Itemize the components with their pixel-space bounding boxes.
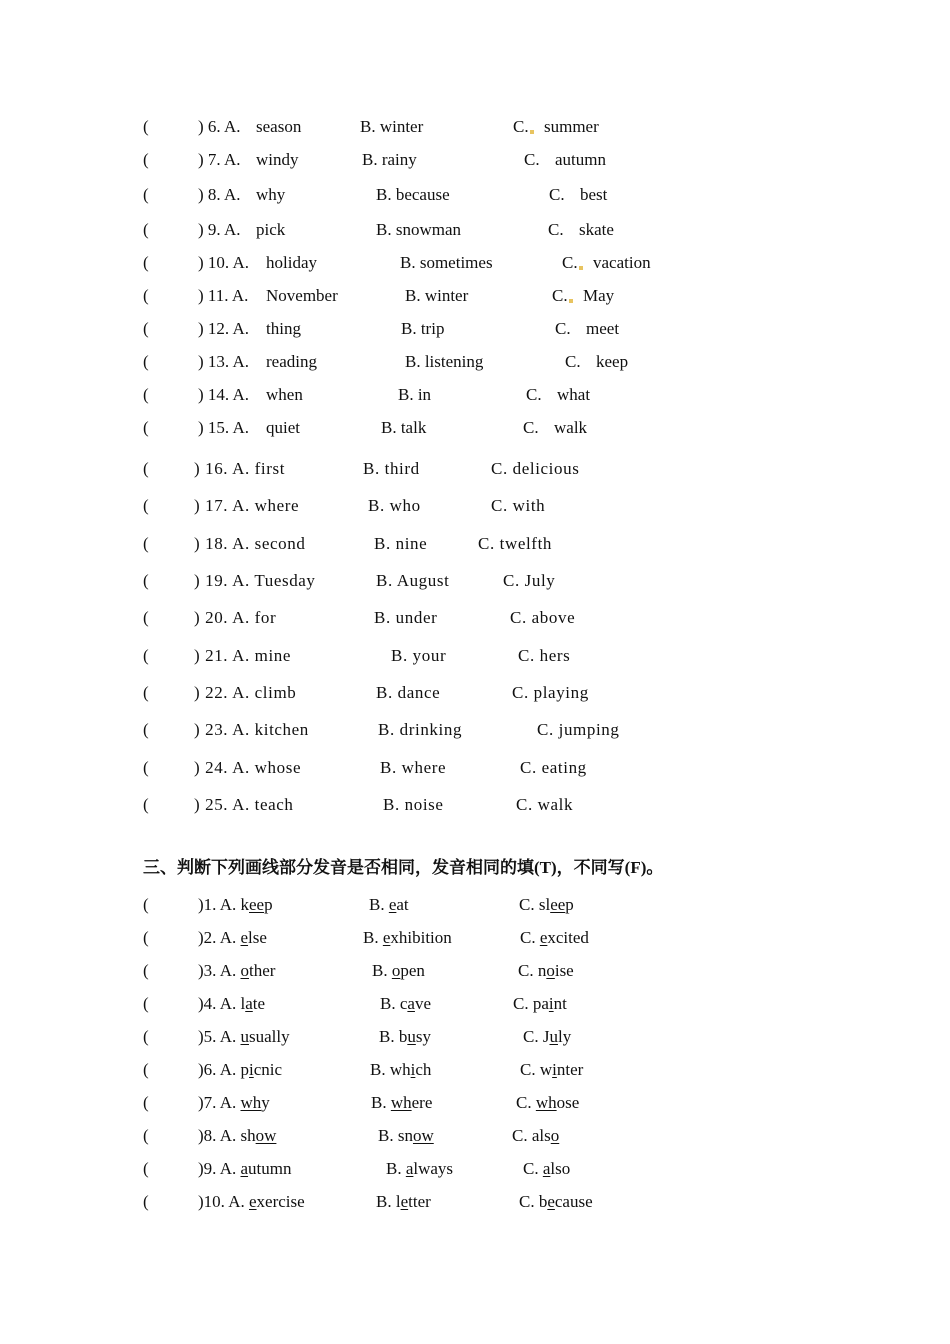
option-b: B. your	[391, 646, 447, 665]
option-a: why	[256, 185, 286, 204]
answer-blank[interactable]: (	[143, 220, 149, 239]
question-number: )2. A. else	[198, 928, 267, 947]
underlined-sound: a	[542, 1159, 551, 1178]
question-number-option-a: ) 20. A. for	[194, 608, 277, 627]
section-3-title-text: 三、判断下列画线部分发音是否相同，发音相同的填	[143, 858, 534, 878]
question-number: )7. A. why	[198, 1093, 270, 1112]
underlined-sound: i	[548, 994, 554, 1013]
answer-blank[interactable]: (	[143, 117, 149, 136]
option-b-group: B. letter	[376, 1192, 431, 1211]
option-c: what	[557, 385, 591, 404]
answer-blank[interactable]: (	[143, 185, 149, 204]
option-c: July	[542, 1027, 572, 1046]
option-c-label: C.	[555, 319, 571, 338]
option-b: B. August	[376, 571, 450, 590]
answer-blank[interactable]: (	[143, 418, 149, 437]
option-b: exhibition	[382, 928, 452, 947]
highlight-mark	[530, 130, 534, 134]
underlined-sound: a	[405, 1159, 414, 1178]
question-number-option-a: ) 25. A. teach	[194, 795, 294, 814]
option-c-group: C. winter	[520, 1060, 584, 1079]
option-c: autumn	[555, 150, 606, 169]
option-b: B. nine	[374, 534, 428, 553]
option-a: pick	[256, 220, 286, 239]
section-3-true-mark: (T)	[534, 858, 557, 877]
underlined-sound: wh	[535, 1093, 557, 1112]
section-3-title-end: 。	[646, 858, 664, 878]
option-c-group: C. noise	[518, 961, 574, 980]
option-c: excited	[539, 928, 589, 947]
option-c: also	[542, 1159, 571, 1178]
question-number: ) 10. A.	[198, 253, 249, 272]
option-c: C. with	[491, 496, 546, 515]
option-c: best	[580, 185, 608, 204]
option-c-group: C. paint	[513, 994, 567, 1013]
option-c: noise	[537, 961, 574, 980]
option-c: C. delicious	[491, 459, 580, 478]
option-a: November	[266, 286, 338, 305]
option-a: reading	[266, 352, 317, 371]
answer-blank[interactable]: (	[143, 1027, 149, 1046]
option-c: walk	[554, 418, 588, 437]
option-b: B. noise	[383, 795, 444, 814]
underlined-sound: e	[388, 895, 397, 914]
option-b: cave	[399, 994, 431, 1013]
underlined-sound: i	[249, 1060, 254, 1079]
section-3-false-mark: (F)	[624, 858, 647, 877]
option-b: B. under	[374, 608, 438, 627]
option-b: where	[390, 1093, 433, 1112]
option-a: when	[266, 385, 303, 404]
answer-blank[interactable]: (	[143, 720, 150, 739]
question-number: ) 15. A.	[198, 418, 249, 437]
option-a: keep	[240, 895, 273, 914]
question-number: )3. A. other	[198, 961, 276, 980]
option-a: windy	[256, 150, 299, 169]
question-number: ) 11. A.	[198, 286, 249, 305]
answer-blank[interactable]: (	[143, 1192, 149, 1211]
option-b: B. because	[376, 185, 450, 204]
answer-blank[interactable]: (	[143, 1093, 149, 1112]
question-number: ) 8. A.	[198, 185, 241, 204]
underlined-sound: o	[550, 1126, 560, 1145]
highlight-mark	[569, 299, 573, 303]
option-b: B. third	[363, 459, 420, 478]
option-c: May	[583, 286, 615, 305]
option-b-group: B. cave	[380, 994, 431, 1013]
answer-blank[interactable]: (	[143, 683, 150, 702]
option-c: sleep	[538, 895, 574, 914]
answer-blank[interactable]: (	[143, 608, 150, 627]
option-c: paint	[532, 994, 567, 1013]
answer-blank[interactable]: (	[143, 571, 150, 590]
option-c: skate	[579, 220, 614, 239]
answer-blank[interactable]: (	[143, 1126, 149, 1145]
option-a: why	[240, 1093, 270, 1112]
option-a: season	[256, 117, 302, 136]
option-c-group: C. July	[523, 1027, 572, 1046]
option-c: vacation	[593, 253, 651, 272]
option-c-group: C. also	[512, 1126, 560, 1145]
section-3-title-mid: ，不同写	[556, 858, 625, 878]
answer-blank[interactable]: (	[143, 961, 149, 980]
underlined-sound: i	[410, 1060, 416, 1079]
option-b: B. dance	[376, 683, 441, 702]
answer-blank[interactable]: (	[143, 994, 149, 1013]
option-c: C. July	[503, 571, 556, 590]
option-b: eat	[388, 895, 409, 914]
answer-blank[interactable]: (	[143, 928, 149, 947]
option-b-group: B. snow	[378, 1126, 434, 1145]
underlined-sound: u	[407, 1027, 416, 1046]
option-c-label: C.	[552, 283, 573, 309]
underlined-sound: e	[547, 1192, 555, 1211]
underlined-sound: ee	[550, 895, 566, 914]
underlined-sound: e	[400, 1192, 409, 1211]
question-number: ) 6. A.	[198, 117, 241, 136]
question-number: ) 7. A.	[198, 150, 241, 169]
question-number: )5. A. usually	[198, 1027, 290, 1046]
option-b: B. winter	[360, 117, 424, 136]
option-c: C. playing	[512, 683, 589, 702]
option-a: thing	[266, 319, 301, 338]
option-b: open	[391, 961, 425, 980]
option-b-group: B. exhibition	[363, 928, 452, 947]
option-b: B. in	[398, 385, 432, 404]
question-number: ) 13. A.	[198, 352, 249, 371]
option-c: summer	[544, 117, 599, 136]
option-b: B. trip	[401, 319, 445, 338]
option-b-group: B. busy	[379, 1027, 431, 1046]
answer-blank[interactable]: (	[143, 352, 149, 371]
option-c: C. above	[510, 608, 576, 627]
option-a: quiet	[266, 418, 300, 437]
question-number-option-a: ) 23. A. kitchen	[194, 720, 309, 739]
question-number: )10. A. exercise	[198, 1192, 305, 1211]
option-b: always	[405, 1159, 454, 1178]
answer-blank[interactable]: (	[143, 385, 149, 404]
option-a: else	[240, 928, 267, 947]
option-b: which	[389, 1060, 432, 1079]
answer-blank[interactable]: (	[143, 1060, 149, 1079]
option-a: picnic	[240, 1060, 283, 1079]
option-c: keep	[596, 352, 629, 371]
option-c-label: C.	[526, 385, 542, 404]
question-number: )6. A. picnic	[198, 1060, 283, 1079]
option-b-group: B. where	[371, 1093, 433, 1112]
option-b: snow	[397, 1126, 434, 1145]
option-b: B. talk	[381, 418, 427, 437]
question-number: )9. A. autumn	[198, 1159, 292, 1178]
underlined-sound: o	[240, 961, 249, 980]
option-c: C. walk	[516, 795, 574, 814]
question-number-option-a: ) 18. A. second	[194, 534, 306, 553]
option-b: busy	[398, 1027, 431, 1046]
answer-blank[interactable]: (	[143, 150, 149, 169]
question-number: ) 14. A.	[198, 385, 249, 404]
option-c-label: C.	[548, 220, 564, 239]
option-c: meet	[586, 319, 620, 338]
option-a: show	[240, 1126, 277, 1145]
underlined-sound: wh	[240, 1093, 262, 1112]
answer-blank[interactable]: (	[143, 1159, 149, 1178]
option-b: B. who	[368, 496, 421, 515]
option-c: C. eating	[520, 758, 587, 777]
option-c-group: C. excited	[520, 928, 589, 947]
option-c-group: C. also	[523, 1159, 571, 1178]
question-number-option-a: ) 24. A. whose	[194, 758, 302, 777]
answer-blank[interactable]: (	[143, 758, 150, 777]
underlined-sound: a	[407, 994, 415, 1013]
underlined-sound: e	[249, 1192, 257, 1211]
option-b: B. drinking	[378, 720, 463, 739]
answer-blank[interactable]: (	[143, 534, 150, 553]
option-c: winter	[539, 1060, 584, 1079]
answer-blank[interactable]: (	[143, 895, 149, 914]
option-a: exercise	[249, 1192, 305, 1211]
underlined-sound: ow	[255, 1126, 277, 1145]
underlined-sound: a	[240, 1159, 249, 1178]
answer-blank[interactable]: (	[143, 646, 150, 665]
underlined-sound: o	[546, 961, 555, 980]
highlight-mark	[579, 266, 583, 270]
option-a: late	[240, 994, 266, 1013]
option-c-group: C. sleep	[519, 895, 574, 914]
option-c-group: C. because	[519, 1192, 593, 1211]
underlined-sound: a	[245, 994, 253, 1013]
question-number-option-a: ) 21. A. mine	[194, 646, 292, 665]
section-3-title	[143, 855, 663, 881]
underlined-sound: i	[552, 1060, 557, 1079]
option-c-group: C. whose	[516, 1093, 580, 1112]
underlined-sound: u	[549, 1027, 558, 1046]
answer-blank[interactable]: (	[143, 496, 150, 515]
option-c: C. jumping	[537, 720, 620, 739]
underlined-sound: e	[240, 928, 249, 947]
underlined-sound: wh	[390, 1093, 412, 1112]
option-b: B. snowman	[376, 220, 461, 239]
question-number: )1. A. keep	[198, 895, 273, 914]
option-c: C. hers	[518, 646, 571, 665]
option-a: autumn	[240, 1159, 292, 1178]
option-b: B. rainy	[362, 150, 417, 169]
option-c-label: C.	[524, 150, 540, 169]
answer-blank[interactable]: (	[143, 319, 149, 338]
question-number-option-a: ) 22. A. climb	[194, 683, 297, 702]
question-number: )8. A. show	[198, 1126, 277, 1145]
option-c-label: C.	[523, 418, 539, 437]
option-a: holiday	[266, 253, 317, 272]
option-b: letter	[395, 1192, 431, 1211]
option-b: B. winter	[405, 286, 469, 305]
underlined-sound: ee	[249, 895, 265, 914]
question-number: )4. A. late	[198, 994, 266, 1013]
answer-blank[interactable]: (	[143, 795, 150, 814]
underlined-sound: ow	[412, 1126, 434, 1145]
question-number: ) 12. A.	[198, 319, 249, 338]
option-b-group: B. eat	[369, 895, 409, 914]
answer-blank[interactable]: (	[143, 253, 149, 272]
option-b: B. sometimes	[400, 253, 493, 272]
option-c-label: C.	[549, 185, 565, 204]
option-b: B. where	[380, 758, 447, 777]
option-c-label: C.	[562, 250, 583, 276]
underlined-sound: o	[391, 961, 401, 980]
question-number-option-a: ) 19. A. Tuesday	[194, 571, 316, 590]
option-a: usually	[240, 1027, 290, 1046]
option-c: whose	[535, 1093, 580, 1112]
question-number: ) 9. A.	[198, 220, 241, 239]
answer-blank[interactable]: (	[143, 286, 149, 305]
option-b-group: B. always	[386, 1159, 454, 1178]
option-b: B. listening	[405, 352, 484, 371]
option-c-label: C.	[513, 114, 534, 140]
question-number-option-a: ) 16. A. first	[194, 459, 286, 478]
answer-blank[interactable]: (	[143, 459, 150, 478]
question-number-option-a: ) 17. A. where	[194, 496, 300, 515]
underlined-sound: e	[382, 928, 391, 947]
option-a: other	[240, 961, 276, 980]
option-c: because	[538, 1192, 593, 1211]
option-b-group: B. which	[370, 1060, 432, 1079]
underlined-sound: u	[240, 1027, 249, 1046]
underlined-sound: e	[539, 928, 548, 947]
option-c-label: C.	[565, 352, 581, 371]
option-b-group: B. open	[372, 961, 425, 980]
option-c: also	[531, 1126, 560, 1145]
option-c: C. twelfth	[478, 534, 552, 553]
